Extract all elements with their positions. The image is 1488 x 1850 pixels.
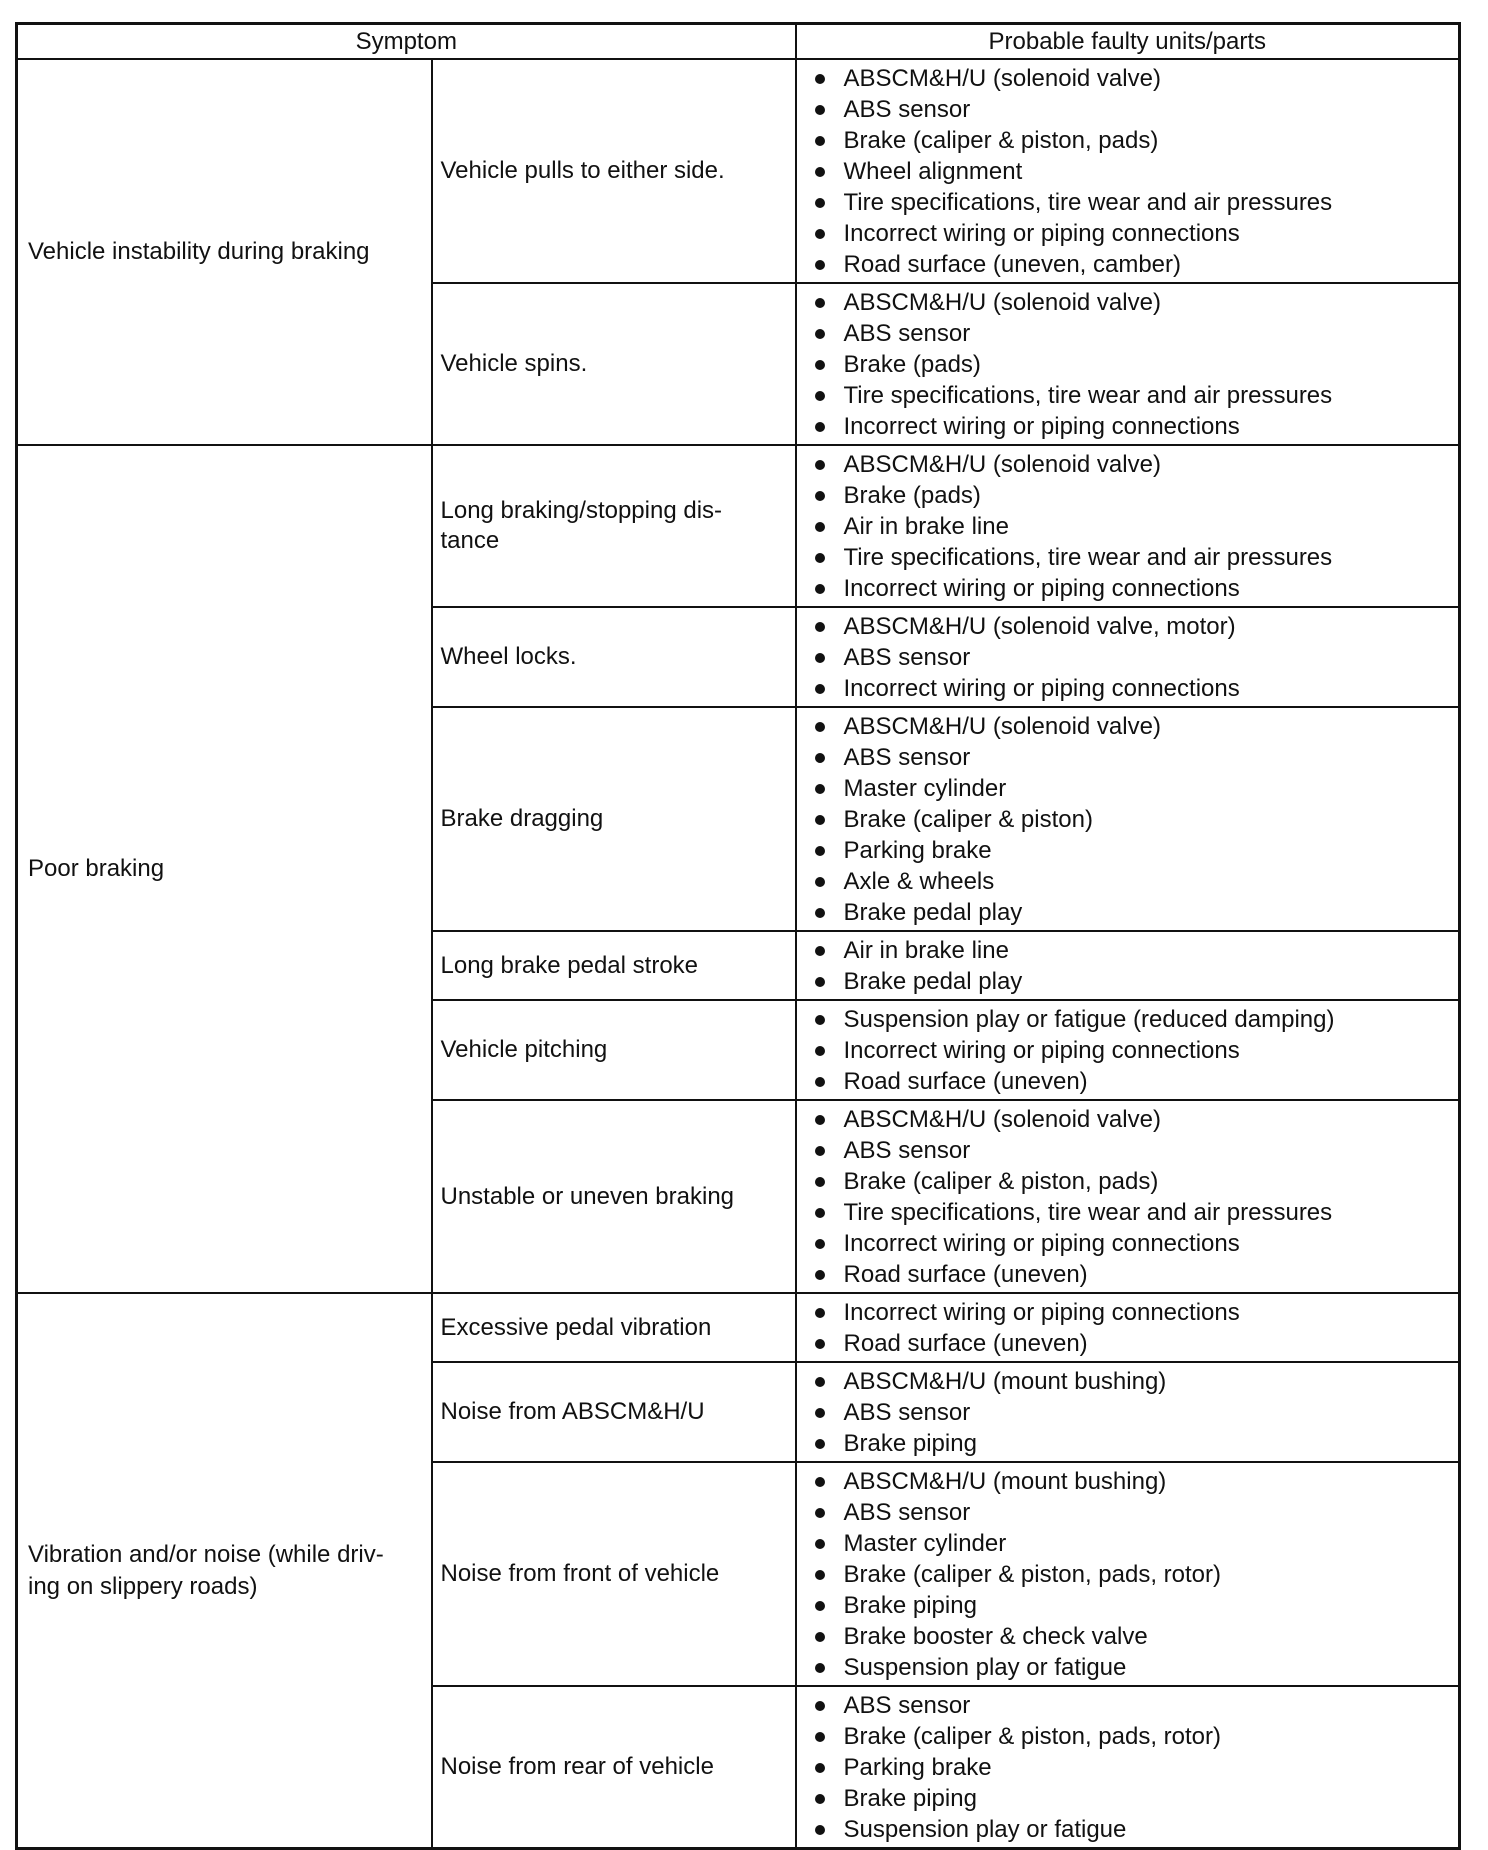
bullet-icon — [815, 908, 825, 918]
bullet-icon — [815, 753, 825, 763]
bullet-icon — [815, 1794, 825, 1804]
faulty-part-text: ABSCM&H/U (solenoid valve, motor) — [843, 613, 1236, 640]
symptom-text: Vehicle instability during braking — [28, 238, 370, 265]
faulty-part-item — [805, 1135, 1451, 1166]
faulty-part-text: Road surface (uneven, camber) — [843, 251, 1182, 278]
bullet-icon — [815, 877, 825, 887]
faulty-parts-list — [805, 1104, 1451, 1290]
bullet-icon — [815, 553, 825, 563]
faulty-part-text: Brake pedal play — [843, 899, 1023, 926]
faulty-part-item — [805, 125, 1451, 156]
faulty-part-text: Suspension play or fatigue (reduced damping) — [843, 1006, 1335, 1033]
faulty-part-item — [805, 1590, 1451, 1621]
faulty-part-text: ABS sensor — [843, 1399, 971, 1426]
table-row — [17, 445, 1460, 607]
sub-symptom-cell — [432, 607, 796, 707]
bullet-icon — [815, 422, 825, 432]
bullet-icon — [815, 622, 825, 632]
symptom-diagnosis-table — [15, 22, 1461, 1850]
faulty-parts-list — [805, 63, 1451, 280]
faulty-part-text: Incorrect wiring or piping connections — [843, 575, 1240, 602]
bullet-icon — [815, 584, 825, 594]
bullet-icon — [815, 360, 825, 370]
symptom-cell — [17, 1293, 432, 1849]
bullet-icon — [815, 1539, 825, 1549]
faulty-part-item — [805, 1783, 1451, 1814]
faulty-parts-list — [805, 1466, 1451, 1683]
sub-symptom-text: Noise from ABSCM&H/U — [440, 1398, 705, 1425]
bullet-icon — [815, 229, 825, 239]
faulty-part-text: Incorrect wiring or piping connections — [843, 675, 1240, 702]
faulty-part-item — [805, 773, 1451, 804]
faulty-part-item — [805, 1528, 1451, 1559]
bullet-icon — [815, 684, 825, 694]
bullet-icon — [815, 846, 825, 856]
faulty-part-text: Brake (pads) — [843, 351, 981, 378]
faulty-parts-cell — [796, 1100, 1460, 1293]
faulty-part-text: ABS sensor — [843, 1137, 971, 1164]
faulty-part-text: Road surface (uneven) — [843, 1261, 1088, 1288]
bullet-icon — [815, 1046, 825, 1056]
bullet-icon — [815, 722, 825, 732]
faulty-part-text: Parking brake — [843, 837, 992, 864]
bullet-icon — [815, 491, 825, 501]
faulty-part-text: ABS sensor — [843, 744, 971, 771]
faulty-parts-cell — [796, 283, 1460, 445]
faulty-part-item — [805, 156, 1451, 187]
sub-symptom-cell — [432, 1362, 796, 1462]
bullet-icon — [815, 522, 825, 532]
faulty-part-text: Brake (caliper & piston, pads, rotor) — [843, 1561, 1222, 1588]
bullet-icon — [815, 1270, 825, 1280]
bullet-icon — [815, 136, 825, 146]
sub-symptom-text: Long brake pedal stroke — [440, 951, 699, 979]
faulty-part-item — [805, 1297, 1451, 1328]
bullet-icon — [815, 1508, 825, 1518]
faulty-part-item — [805, 1004, 1451, 1035]
faulty-part-text: ABSCM&H/U (solenoid valve) — [843, 1106, 1161, 1133]
sub-symptom-cell — [432, 1462, 796, 1686]
sub-symptom-text: Vehicle pitching — [440, 1036, 608, 1063]
sub-symptom-text: Brake dragging — [440, 805, 604, 832]
faulty-part-text: Parking brake — [843, 1754, 992, 1781]
bullet-icon — [815, 1377, 825, 1387]
faulty-parts-list — [805, 1690, 1451, 1845]
bullet-icon — [815, 198, 825, 208]
faulty-part-text: ABSCM&H/U (solenoid valve) — [843, 451, 1161, 478]
faulty-part-text: ABSCM&H/U (mount bushing) — [843, 1468, 1167, 1495]
faulty-part-item — [805, 1166, 1451, 1197]
sub-symptom-text: Noise from front of vehicle — [440, 1560, 720, 1587]
bullet-icon — [815, 391, 825, 401]
faulty-part-item — [805, 1559, 1451, 1590]
faulty-parts-cell — [796, 445, 1460, 607]
faulty-parts-list — [805, 611, 1451, 704]
sub-symptom-cell — [432, 1100, 796, 1293]
faulty-part-item — [805, 742, 1451, 773]
bullet-icon — [815, 1015, 825, 1025]
bullet-icon — [815, 1632, 825, 1642]
faulty-part-text: Brake (caliper & piston, pads, rotor) — [843, 1723, 1222, 1750]
bullet-icon — [815, 329, 825, 339]
symptom-cell — [17, 445, 432, 1293]
faulty-part-text: Brake piping — [843, 1785, 977, 1812]
bullet-icon — [815, 815, 825, 825]
sub-symptom-text: Vehicle pulls to either side. — [440, 157, 725, 184]
faulty-part-text: Tire specifications, tire wear and air pressures — [843, 189, 1333, 216]
faulty-parts-list — [805, 449, 1451, 604]
faulty-part-text: Suspension play or fatigue — [843, 1816, 1127, 1843]
bullet-icon — [815, 977, 825, 987]
faulty-parts-list — [805, 935, 1451, 997]
bullet-icon — [815, 653, 825, 663]
faulty-part-item — [805, 642, 1451, 673]
sub-symptom-cell — [432, 59, 796, 283]
bullet-icon — [815, 1239, 825, 1249]
symptom-text: Vibration and/or noise (while driv- ing on slippery roads) — [28, 1540, 384, 1600]
bullet-icon — [815, 1408, 825, 1418]
faulty-part-item — [805, 711, 1451, 742]
bullet-icon — [815, 1663, 825, 1673]
symptom-header: Symptom — [17, 24, 796, 60]
faulty-parts-cell — [796, 1000, 1460, 1100]
faulty-part-text: Brake pedal play — [843, 968, 1023, 995]
faulty-part-item — [805, 1752, 1451, 1783]
faulty-part-text: Road surface (uneven) — [843, 1330, 1088, 1357]
faulty-part-text: ABS sensor — [843, 1499, 971, 1526]
faulty-part-text: Tire specifications, tire wear and air pressures — [843, 1199, 1333, 1226]
bullet-icon — [815, 1439, 825, 1449]
faulty-parts-cell — [796, 607, 1460, 707]
faulty-part-text: ABSCM&H/U (solenoid valve) — [843, 713, 1161, 740]
faulty-part-text: ABS sensor — [843, 96, 971, 123]
faulty-part-item — [805, 1366, 1451, 1397]
faulty-part-item — [805, 1228, 1451, 1259]
bullet-icon — [815, 74, 825, 84]
parts-header: Probable faulty units/parts — [796, 24, 1460, 60]
faulty-part-item — [805, 1466, 1451, 1497]
faulty-parts-cell — [796, 931, 1460, 1000]
faulty-part-item — [805, 480, 1451, 511]
faulty-part-item — [805, 411, 1451, 442]
faulty-part-item — [805, 249, 1451, 280]
faulty-part-item — [805, 897, 1451, 928]
faulty-part-text: Incorrect wiring or piping connections — [843, 1299, 1240, 1326]
faulty-part-item — [805, 1497, 1451, 1528]
header-row — [17, 24, 1460, 60]
faulty-part-item — [805, 287, 1451, 318]
symptom-cell — [17, 59, 432, 445]
bullet-icon — [815, 1077, 825, 1087]
faulty-part-item — [805, 380, 1451, 411]
sub-symptom-text: Vehicle spins. — [440, 350, 588, 377]
faulty-parts-cell — [796, 59, 1460, 283]
sub-symptom-cell — [432, 1686, 796, 1849]
faulty-part-item — [805, 573, 1451, 604]
faulty-part-text: ABSCM&H/U (solenoid valve) — [843, 65, 1161, 92]
faulty-part-item — [805, 187, 1451, 218]
sub-symptom-cell — [432, 283, 796, 445]
faulty-parts-cell — [796, 1293, 1460, 1362]
sub-symptom-text: Long braking/stopping dis- tance — [440, 497, 723, 554]
faulty-part-text: Air in brake line — [843, 513, 1009, 540]
bullet-icon — [815, 460, 825, 470]
bullet-icon — [815, 1570, 825, 1580]
bullet-icon — [815, 946, 825, 956]
bullet-icon — [815, 1825, 825, 1835]
bullet-icon — [815, 784, 825, 794]
faulty-part-item — [805, 1197, 1451, 1228]
faulty-part-item — [805, 318, 1451, 349]
sub-symptom-text: Unstable or uneven braking — [440, 1182, 735, 1210]
faulty-part-text: Tire specifications, tire wear and air pressures — [843, 544, 1333, 571]
faulty-part-text: Brake (pads) — [843, 482, 981, 509]
faulty-part-text: Suspension play or fatigue — [843, 1654, 1127, 1681]
bullet-icon — [815, 1477, 825, 1487]
bullet-icon — [815, 1177, 825, 1187]
bullet-icon — [815, 1601, 825, 1611]
faulty-part-item — [805, 866, 1451, 897]
faulty-parts-list — [805, 711, 1451, 928]
faulty-part-item — [805, 673, 1451, 704]
faulty-parts-list — [805, 1004, 1451, 1097]
faulty-part-item — [805, 349, 1451, 380]
faulty-part-text: Wheel alignment — [843, 158, 1023, 185]
faulty-parts-list — [805, 1297, 1451, 1359]
table-row — [17, 59, 1460, 283]
sub-symptom-text: Wheel locks. — [440, 643, 577, 670]
faulty-part-item — [805, 611, 1451, 642]
faulty-part-item — [805, 1104, 1451, 1135]
faulty-part-text: Incorrect wiring or piping connections — [843, 1037, 1240, 1064]
faulty-part-item — [805, 1690, 1451, 1721]
faulty-part-item — [805, 835, 1451, 866]
faulty-part-item — [805, 966, 1451, 997]
faulty-part-text: Road surface (uneven) — [843, 1068, 1088, 1095]
faulty-part-text: Master cylinder — [843, 775, 1007, 802]
sub-symptom-cell — [432, 707, 796, 931]
faulty-part-text: Tire specifications, tire wear and air pressures — [843, 382, 1333, 409]
bullet-icon — [815, 1701, 825, 1711]
sub-symptom-text: Excessive pedal vibration — [440, 1313, 712, 1341]
bullet-icon — [815, 167, 825, 177]
faulty-part-text: ABS sensor — [843, 1692, 971, 1719]
faulty-part-item — [805, 449, 1451, 480]
faulty-part-text: Incorrect wiring or piping connections — [843, 220, 1240, 247]
faulty-part-text: Brake (caliper & piston, pads) — [843, 127, 1159, 154]
faulty-part-item — [805, 511, 1451, 542]
diagnosis-table-container — [15, 22, 1458, 1850]
bullet-icon — [815, 298, 825, 308]
faulty-part-text: ABS sensor — [843, 644, 971, 671]
faulty-part-text: Brake piping — [843, 1592, 977, 1619]
faulty-part-item — [805, 542, 1451, 573]
faulty-part-item — [805, 1814, 1451, 1845]
faulty-part-text: Air in brake line — [843, 937, 1009, 964]
faulty-part-text: Incorrect wiring or piping connections — [843, 1230, 1240, 1257]
faulty-part-text: ABSCM&H/U (solenoid valve) — [843, 289, 1161, 316]
faulty-part-item — [805, 1259, 1451, 1290]
faulty-part-text: Brake booster & check valve — [843, 1623, 1148, 1650]
faulty-part-text: Brake piping — [843, 1430, 977, 1457]
bullet-icon — [815, 1339, 825, 1349]
faulty-parts-cell — [796, 707, 1460, 931]
faulty-parts-cell — [796, 1686, 1460, 1849]
faulty-part-item — [805, 63, 1451, 94]
faulty-part-text: Axle & wheels — [843, 868, 995, 895]
bullet-icon — [815, 260, 825, 270]
bullet-icon — [815, 1146, 825, 1156]
faulty-part-item — [805, 1652, 1451, 1683]
faulty-part-text: ABSCM&H/U (mount bushing) — [843, 1368, 1167, 1395]
sub-symptom-cell — [432, 445, 796, 607]
faulty-part-item — [805, 1328, 1451, 1359]
faulty-part-item — [805, 1721, 1451, 1752]
faulty-part-item — [805, 804, 1451, 835]
bullet-icon — [815, 1763, 825, 1773]
faulty-parts-list — [805, 1366, 1451, 1459]
sub-symptom-cell — [432, 931, 796, 1000]
bullet-icon — [815, 1115, 825, 1125]
sub-symptom-text: Noise from rear of vehicle — [440, 1753, 714, 1780]
faulty-part-item — [805, 1066, 1451, 1097]
table-body — [17, 59, 1460, 1849]
faulty-part-item — [805, 935, 1451, 966]
faulty-part-item — [805, 94, 1451, 125]
faulty-part-item — [805, 1397, 1451, 1428]
faulty-parts-list — [805, 287, 1451, 442]
table-row — [17, 1293, 1460, 1362]
bullet-icon — [815, 1732, 825, 1742]
faulty-part-item — [805, 1621, 1451, 1652]
faulty-part-item — [805, 1428, 1451, 1459]
sub-symptom-cell — [432, 1293, 796, 1362]
bullet-icon — [815, 105, 825, 115]
sub-symptom-cell — [432, 1000, 796, 1100]
faulty-part-item — [805, 218, 1451, 249]
faulty-parts-cell — [796, 1362, 1460, 1462]
faulty-part-text: Brake (caliper & piston, pads) — [843, 1168, 1159, 1195]
faulty-part-text: Master cylinder — [843, 1530, 1007, 1557]
faulty-part-item — [805, 1035, 1451, 1066]
faulty-part-text: ABS sensor — [843, 320, 971, 347]
faulty-part-text: Incorrect wiring or piping connections — [843, 413, 1240, 440]
symptom-text: Poor braking — [28, 855, 165, 882]
faulty-part-text: Brake (caliper & piston) — [843, 806, 1093, 833]
bullet-icon — [815, 1308, 825, 1318]
bullet-icon — [815, 1208, 825, 1218]
faulty-parts-cell — [796, 1462, 1460, 1686]
